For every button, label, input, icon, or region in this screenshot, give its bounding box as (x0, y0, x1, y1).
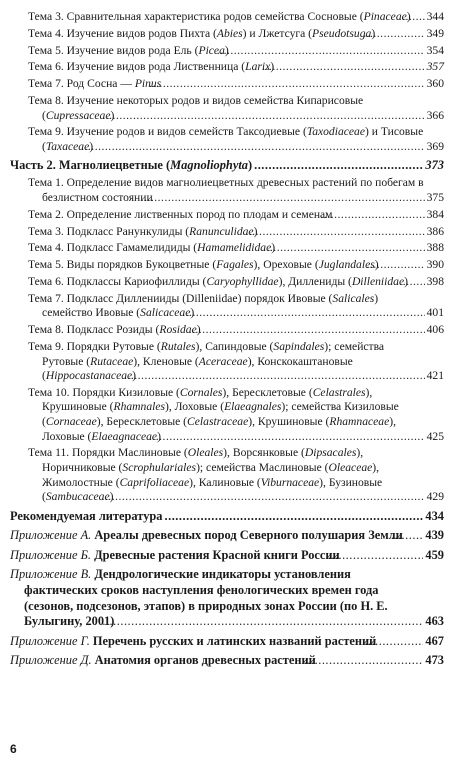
toc-page-number: 439 (425, 528, 444, 543)
toc-section-entry[interactable] (10, 509, 444, 524)
toc-entry-title (10, 158, 423, 173)
entry-text: ), Жимолостные ( (42, 461, 380, 489)
latin-name: Scrophulariales (122, 461, 197, 475)
appendix-title: Дендрологические индикаторы установления фактических сроков наступления фенологических времен года (сезонов, подсезонов, этапов) в природных зонах России (по Н. Е. Булыгину, 2001) (24, 567, 388, 629)
entry-text: ), Сапиндовые ( (195, 339, 274, 353)
toc-entry-title (10, 509, 423, 524)
toc-page-number: 388 (426, 241, 444, 255)
entry-text: ) (247, 158, 253, 173)
toc-page-number: 406 (426, 323, 444, 337)
entry-text: ), Лоховые ( (165, 400, 225, 414)
latin-name: Oleales (187, 446, 224, 460)
toc-page-number: 425 (426, 429, 444, 443)
latin-name: Viburnaceae (260, 475, 320, 489)
latin-name: Abies (216, 26, 243, 40)
toc-topic-entry[interactable] (10, 44, 444, 59)
toc-entry-title (28, 10, 425, 25)
toc-page-number: 467 (425, 633, 444, 648)
toc-entry-title (28, 27, 425, 42)
toc-entry-title (10, 567, 423, 629)
toc-page-number: 354 (426, 43, 444, 57)
entry-text: ) (374, 258, 379, 272)
appendix-title: Древесные растения Красной книги России (94, 547, 340, 562)
toc-topic-entry[interactable] (10, 208, 444, 223)
entry-text: Тема 8. Подкласс Розиды ( (28, 323, 160, 337)
entry-text: ) (270, 60, 275, 74)
toc-topic-entry[interactable] (10, 241, 444, 256)
entry-text: Тема 7. Подкласс Дилленииды (Dilleniidae) порядок Ивовые ( (28, 291, 333, 305)
toc-topic-entry[interactable] (10, 94, 444, 123)
entry-text: ) (190, 306, 195, 320)
entry-text: ) (271, 241, 276, 255)
latin-name: Rutales (160, 339, 196, 353)
entry-text: Тема 4. Подкласс Гамамелидиды ( (28, 241, 198, 255)
entry-text: ), Бузиновые ( (42, 475, 383, 504)
toc-entry-title (28, 241, 425, 256)
toc-page-number: 429 (426, 490, 444, 504)
latin-name: Pinaceae (363, 10, 407, 23)
toc-topic-entry[interactable] (10, 323, 444, 338)
toc-entry-title (28, 323, 425, 338)
toc-appendix-entry[interactable] (10, 528, 444, 544)
toc-entry-title (28, 44, 425, 59)
appendix-title: Анатомия органов древесных растений (94, 653, 316, 668)
appendix-label: Приложение В. (10, 567, 92, 582)
latin-name: Taxodiaceae (306, 125, 365, 139)
toc-entry-title (28, 94, 425, 123)
toc-topic-entry[interactable] (10, 60, 444, 75)
latin-name: Taxaceae (45, 139, 90, 153)
latin-name: Larix (245, 60, 271, 74)
toc-entry-title (28, 386, 425, 444)
latin-name: Hamamelididae (197, 241, 272, 255)
entry-text: Тема 9. Порядки Рутовые ( (28, 339, 161, 353)
entry-text: Тема 2. Определение лиственных пород по плодам и семенам (28, 207, 333, 221)
toc-page-number: 369 (426, 139, 444, 153)
entry-text: ), Крушиновые ( (42, 385, 373, 414)
toc-page-number: 360 (426, 77, 444, 91)
entry-text: ) (196, 323, 201, 337)
entry-text: ) (89, 139, 94, 153)
toc-topic-entry[interactable] (10, 27, 444, 42)
toc-appendix-entry[interactable] (10, 634, 444, 650)
appendix-label: Приложение Д. (10, 653, 92, 668)
toc-entry-title (28, 292, 425, 321)
toc-entry-title (28, 275, 425, 290)
entry-text: ) (406, 10, 411, 23)
latin-name: Oleaceae (328, 461, 373, 475)
entry-text: Тема 11. Порядки Маслиновые ( (28, 446, 188, 460)
toc-entry-title (28, 225, 425, 240)
latin-name: Celastraceae (187, 415, 249, 429)
toc-page-number: 473 (425, 653, 444, 668)
entry-text: ), Бересклетовые ( (222, 385, 313, 399)
toc-page-number: 463 (425, 614, 444, 629)
entry-text: Тема 3. Подкласс Ранункулиды ( (28, 224, 190, 238)
toc-topic-entry[interactable] (10, 258, 444, 273)
entry-text: Тема 6. Подклассы Кариофиллиды ( (28, 274, 207, 288)
toc-entry-title (28, 77, 425, 92)
toc-part-entry[interactable] (10, 158, 444, 173)
toc-topic-entry[interactable] (10, 340, 444, 384)
toc-page-number: 366 (426, 108, 444, 122)
page-number: 6 (10, 742, 17, 756)
toc-topic-entry[interactable] (10, 275, 444, 290)
latin-name: Picea (198, 43, 225, 57)
appendix-label: Приложение Б. (10, 547, 91, 562)
appendix-label: Приложение Г. (10, 633, 90, 648)
toc-page-number: 349 (426, 26, 444, 40)
entry-text: ), Калиновые ( (189, 475, 261, 489)
entry-text: ) (132, 369, 137, 383)
latin-name: Cornales (179, 385, 223, 399)
latin-name: Magnoliophyta (170, 158, 248, 173)
toc-topic-entry[interactable] (10, 125, 444, 154)
entry-text: ), Диллениды ( (278, 274, 352, 288)
toc-entry-title (10, 528, 423, 544)
toc-topic-entry[interactable] (10, 176, 444, 205)
entry-text: Тема 9. Изучение родов и видов семейств Таксодиевые ( (28, 125, 307, 139)
latin-name: Dilleniidae (351, 274, 405, 288)
entry-text: ) (224, 43, 229, 57)
appendix-title: Перечень русских и латинских названий растений (92, 633, 377, 648)
latin-name: Celastrales (312, 385, 366, 399)
entry-text: ), Кленовые ( (133, 354, 199, 368)
entry-text: ), Конскокаштановые ( (42, 354, 353, 383)
entry-text: ) (371, 26, 376, 40)
entry-text: Тема 5. Виды порядков Букоцветные ( (28, 258, 217, 272)
latin-name: Rutaceae (90, 354, 134, 368)
latin-name: Sapindales (273, 339, 325, 353)
entry-text: ), Норичниковые ( (42, 446, 364, 475)
toc-entry-title (28, 176, 425, 205)
latin-name: Rhamnales (113, 400, 166, 414)
entry-text: ); семейства Кизиловые ( (42, 400, 399, 429)
entry-text: ) (157, 429, 161, 443)
latin-name: Hippocastanaceae (45, 369, 133, 383)
entry-text: Тема 7. Род Сосна — (28, 77, 135, 91)
toc-topic-entry[interactable] (10, 292, 444, 321)
toc-entry-title (10, 548, 423, 564)
toc-topic-entry[interactable] (10, 77, 444, 92)
entry-text: ) (110, 108, 115, 122)
latin-name: Caryophyllidae (206, 274, 279, 288)
toc-page-number: 344 (426, 10, 444, 23)
toc-page-number: 357 (426, 60, 444, 74)
latin-name: Rhamnaceae (329, 415, 390, 429)
toc-entry-title (28, 446, 425, 504)
toc-topic-entry[interactable] (10, 446, 444, 504)
toc-page-number: 384 (426, 207, 444, 221)
toc-page-number: 373 (425, 158, 444, 173)
toc-entry-title (28, 60, 425, 75)
entry-text: ), Лоховые ( (42, 415, 397, 443)
toc-entry-title (10, 653, 423, 669)
entry-text: Тема 1. Определение видов магнолиецветных древесных растений по побегам в безлистном состоянии (28, 176, 424, 205)
toc-page-number: 459 (425, 547, 444, 562)
entry-text: Рекомендуемая литература (10, 508, 163, 523)
toc-page-number: 398 (426, 274, 444, 288)
latin-name: Dipsacales (304, 446, 357, 460)
toc-topic-entry[interactable] (10, 225, 444, 240)
latin-name: Elaeagnaceae (91, 429, 158, 443)
latin-name: Ranunculidae (189, 224, 254, 238)
entry-text: Тема 10. Порядки Кизиловые ( (28, 385, 180, 399)
latin-name: Salicales (332, 291, 375, 305)
toc-entry-title (28, 258, 425, 273)
toc-appendix-entry[interactable] (10, 567, 444, 629)
toc-entry-title (28, 340, 425, 384)
entry-text: ), Крушиновые ( (248, 415, 330, 429)
toc-entry-title (28, 125, 425, 154)
toc-page-number: 434 (425, 508, 444, 523)
entry-text: ) и Лжетсуга ( (242, 26, 313, 40)
entry-text: ); семейства Рутовые ( (42, 339, 385, 368)
latin-name: Caprifoliaceae (119, 475, 190, 489)
toc-appendix-entry[interactable] (10, 548, 444, 564)
entry-text: ) (109, 490, 114, 504)
latin-name: Aceraceae (198, 354, 248, 368)
toc-topic-entry[interactable] (10, 386, 444, 444)
entry-text: ) (253, 224, 258, 238)
entry-text: Тема 6. Изучение видов рода Лиственница ( (28, 60, 246, 74)
toc-page-number: 421 (426, 369, 444, 383)
toc-page-number: 375 (426, 191, 444, 205)
toc-entry-title (10, 634, 423, 650)
latin-name: Cupressaceae (45, 108, 111, 122)
latin-name: Elaeagnales (224, 400, 282, 414)
toc-entry-title (28, 208, 425, 223)
latin-name: Juglandales (318, 258, 375, 272)
latin-name: Pseudotsuga (312, 26, 372, 40)
toc-page-number: 386 (426, 224, 444, 238)
entry-text: ) семейство Ивовые ( (42, 291, 379, 320)
entry-text: Часть 2. Магнолиецветные ( (10, 158, 171, 173)
toc-topic-entry[interactable] (10, 10, 444, 25)
latin-name: Pinus (134, 77, 162, 91)
latin-name: Cornaceae (45, 415, 97, 429)
latin-name: Rosidae (159, 323, 197, 337)
appendix-label: Приложение А. (10, 528, 92, 543)
entry-text: ); семейства Маслиновые ( (196, 461, 329, 475)
entry-text: Тема 3. Сравнительная характеристика родов семейства Сосновые ( (28, 10, 364, 23)
toc-page-number: 390 (426, 258, 444, 272)
toc-appendix-entry[interactable] (10, 653, 444, 669)
toc-page-number: 401 (426, 306, 444, 320)
table-of-contents (10, 10, 444, 673)
latin-name: Salicaceae (140, 306, 191, 320)
entry-text: Тема 5. Изучение видов рода Ель ( (28, 43, 199, 57)
entry-text: ), Ореховые ( (253, 258, 319, 272)
appendix-title: Ареалы древесных пород Северного полушария Земли (94, 528, 403, 543)
latin-name: Fagales (216, 258, 254, 272)
entry-text: Тема 4. Изучение видов родов Пихта ( (28, 26, 217, 40)
latin-name: Sambucaceae (45, 490, 110, 504)
entry-text: Тема 8. Изучение некоторых родов и видов семейства Кипарисовые ( (28, 93, 364, 122)
entry-text: ), Ворсянковые ( (223, 446, 305, 460)
entry-text: ) и Тисовые ( (42, 125, 424, 153)
entry-text: ) (404, 274, 408, 288)
entry-text: ), Бересклетовые ( (96, 415, 188, 429)
